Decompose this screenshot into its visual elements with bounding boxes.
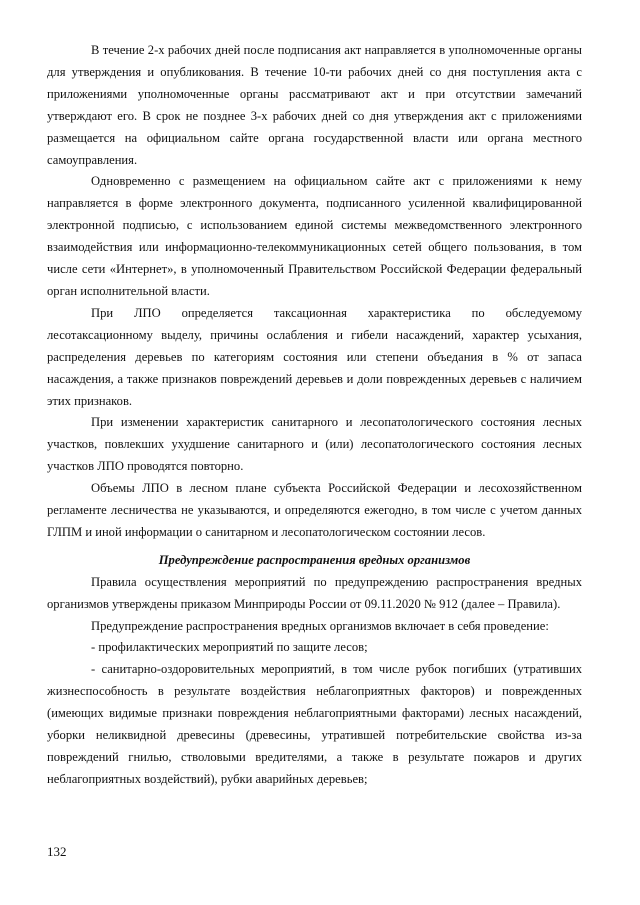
paragraph-act-approval: В течение 2-х рабочих дней после подписания акт направляется в уполномоченные органы для утверждения и опубликования. В течение 10-ти рабочих дней со дня поступления акта с приложениями уполномоченные органы рассматривают акт и при отсутствии замечаний утверждают его. В срок не позднее 3-х рабочих дней со дня утверждения акт с приложениями размещается на официальном сайте органа государственной власти или органа местного самоуправления.	[47, 43, 582, 167]
paragraph-rules: Правила осуществления мероприятий по предупреждению распространения вредных организмов утверждены приказом Минприроды России от 09.11.2020 № 912 (далее – Правила).	[47, 574, 582, 611]
list-item-preventive-measures: - профилактических мероприятий по защите лесов;	[91, 640, 368, 655]
section-heading: Предупреждение распространения вредных организмов	[158, 552, 471, 567]
paragraph-repeat-lpo: При изменении характеристик санитарного и лесопатологического состояния лесных участков, повлекших ухудшение санитарного и (или) лесопатологического состояния лесных участков ЛПО проводятся повторно.	[47, 415, 582, 474]
list-item-sanitary-measures: - санитарно-оздоровительных мероприятий, в том числе рубок погибших (утративших жизнеспособность в результате воздействия неблагоприятных факторов) и поврежденных (имеющих видимые признаки повреждения неблагоприятными факторами) лесных насаждений, уборки неликвидной древесины (древесины, утратившей потребительские свойства из-за повреждений гнилью, стволовыми вредителями, а также в результате пожаров и других неблагоприятных воздействий), рубки аварийных деревьев;	[47, 662, 582, 786]
paragraph-lpo-characteristics: При ЛПО определяется таксационная характеристика по обследуемому лесотаксационному выделу, причины ослабления и гибели насаждений, характер усыхания, распределения деревьев по категориям состояния или степени объедания в % от запаса насаждения, а также признаков повреждений деревьев и доли поврежденных деревьев с наличием этих признаков.	[47, 305, 582, 408]
paragraph-lpo-volumes: Объемы ЛПО в лесном плане субъекта Российской Федерации и лесохозяйственном регламенте лесничества не указываются, и определяются ежегодно, в том числе с учетом данных ГЛПМ и иной информации о санитарном и лесопатологическом состоянии лесов.	[47, 481, 582, 539]
page-number: 132	[47, 844, 67, 859]
paragraph-electronic-submission: Одновременно с размещением на официальном сайте акт с приложениями к нему направляется в форме электронного документа, подписанного усиленной квалифицированной электронной подписью, с использованием единой системы межведомственного электронного взаимодействия или информационно-телекоммуникационных сетей общего пользования, в том числе сети «Интернет», в уполномоченный Правительством Российской Федерации федеральный орган исполнительной власти.	[47, 174, 582, 298]
document-page	[47, 40, 582, 791]
paragraph-includes: Предупреждение распространения вредных организмов включает в себя проведение:	[91, 618, 549, 633]
